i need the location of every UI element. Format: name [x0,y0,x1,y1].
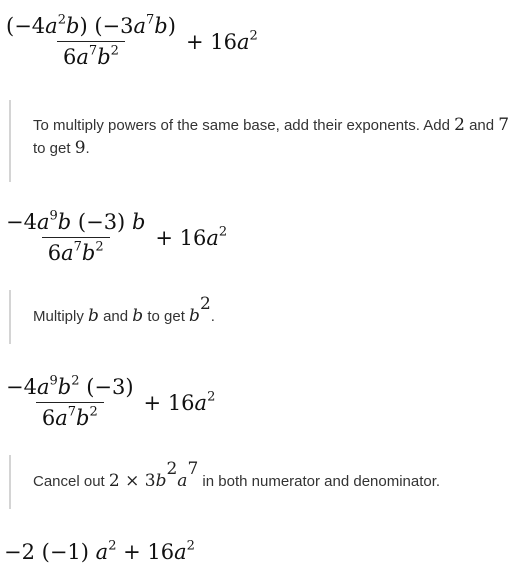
step-explanation-2: Multiply b and b to get $b^2$. [9,290,525,344]
expression-3-tail: + $16a^2$ [143,389,216,415]
result-expression: −2 (−1) $a^2 + 16a^2$ [4,538,195,564]
numerator-3: $-4a^9b^2$ (−3) [6,373,134,399]
fraction-3 [4,375,136,430]
fraction-2 [4,210,147,265]
denominator-3: $6a^7b^2$ [36,402,104,430]
step-explanation-3: Cancel out $2 \times 3b^2a^7$ in both numerator and denominator. [9,455,525,509]
expression-2-tail: + $16a^2$ [155,224,228,250]
expression-1 [4,14,258,69]
expression-3 [4,375,215,430]
expression-2 [4,210,227,265]
denominator-2: $6a^7b^2$ [42,237,110,265]
fraction-1 [4,14,178,69]
step-explanation-1: To multiply powers of the same base, add their exponents. Add 2 and 7 to get 9. [9,100,525,182]
denominator-1: $6a^7b^2$ [57,41,125,69]
numerator-2: $-4a^9b$ (−3) b [6,208,146,234]
expression-4 [4,540,195,564]
expression-1-tail: + $16a^2$ [185,28,258,54]
numerator-1: $(-4a^2b)$ $(-3a^7b)$ [6,12,176,38]
